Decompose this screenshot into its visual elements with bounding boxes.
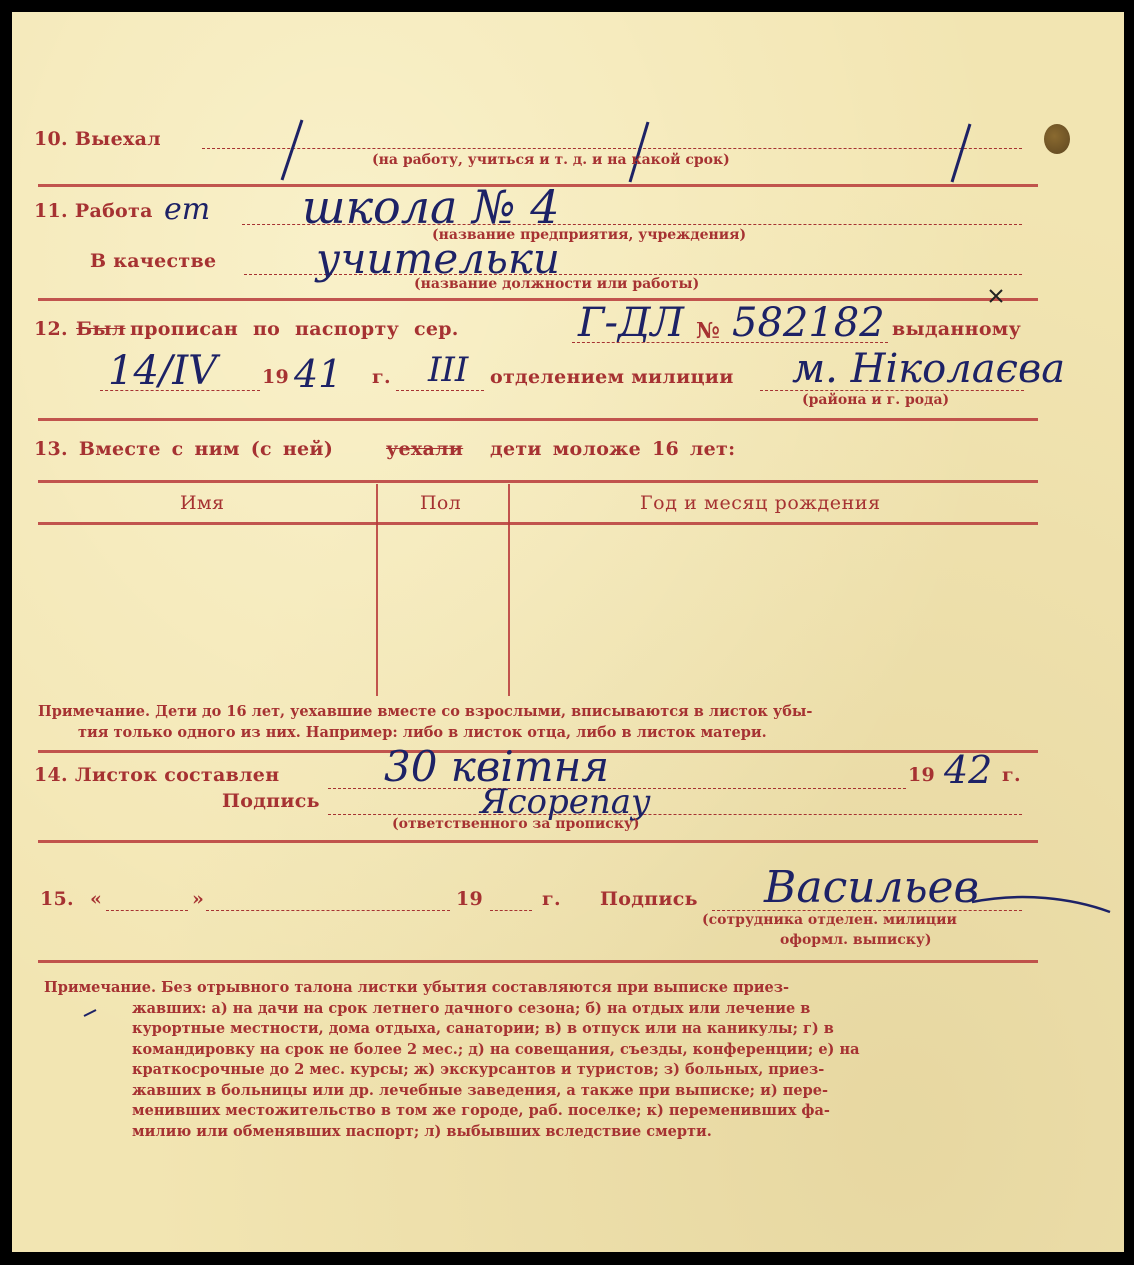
note-exceptions-line-1: Примечание. Без отрывного талона листки убытия составляются при выписке приез- <box>44 979 789 996</box>
compiled-date: 30 квітня <box>384 742 610 791</box>
section-11-label: 11. Работа <box>34 200 153 222</box>
document-sheet <box>12 12 1124 1252</box>
section-15-year-prefix: 19 <box>456 888 484 910</box>
note-exceptions-line-5: краткосрочные до 2 мес. курсы; ж) экскурсантов и туристов; з) больных, приез- <box>132 1061 825 1078</box>
note-children <box>38 702 812 743</box>
section-14-signature-caption: (ответственного за прописку) <box>392 816 640 832</box>
note-exceptions <box>44 978 859 1142</box>
section-14-signature-label: Подпись <box>222 790 320 812</box>
table-divider-2 <box>508 484 510 696</box>
workplace-caption: (название предприятия, учреждения) <box>432 227 747 243</box>
issuing-city: м. Ніколаєва <box>792 346 1066 392</box>
section-15-month-underline <box>206 910 450 911</box>
section-15-signature-label: Подпись <box>600 888 698 910</box>
punch-hole <box>1044 124 1070 154</box>
compiled-year: 42 <box>944 748 993 792</box>
note-exceptions-line-3: курортные местности, дома отдыха, санатории; в) в отпуск или на каникулы; г) в <box>132 1020 834 1037</box>
rule-after-15 <box>38 960 1038 963</box>
section-15-year-underline <box>490 910 532 911</box>
militia-department-number: III <box>428 350 469 390</box>
issue-year-prefix: 19 <box>262 366 290 388</box>
position-caption: (название должности или работы) <box>414 276 700 292</box>
passport-number: 582182 <box>732 300 885 346</box>
city-caption: (района и г. рода) <box>802 392 950 408</box>
table-header-rule <box>38 522 1038 525</box>
section-15-close-quote: » <box>192 888 205 910</box>
column-name-header: Имя <box>180 492 225 514</box>
note-exceptions-line-4: командировку на срок не более 2 мес.; д) на совещания, съезды, конференции; е) на <box>132 1040 860 1058</box>
note-exceptions-line-2: жавших: а) на дачи на срок летнего дачного сезона; б) на отдых или лечение в <box>132 999 811 1017</box>
section-10-underline <box>202 148 1022 149</box>
note-exceptions-line-8: милию или обменявших паспорт; л) выбывших вследствие смерти. <box>132 1122 712 1140</box>
issue-date: 14/IV <box>108 348 218 394</box>
section-10-caption: (на работу, учиться и т. д. и на какой срок) <box>372 152 730 168</box>
section-12-registered-label: прописан по паспорту сер. <box>130 318 459 340</box>
section-12-was-struck: Был <box>76 318 126 340</box>
column-birth-header: Год и месяц рождения <box>640 492 881 514</box>
position-value: учительки <box>316 234 560 283</box>
section-13-label: 13. Вместе с ним (с ней) <box>34 438 334 460</box>
section-13-label-end: дети моложе 16 лет: <box>490 438 736 460</box>
section-14-label: 14. Листок составлен <box>34 764 280 786</box>
section-15-label: 15. <box>40 888 74 910</box>
militia-label: отделением милиции <box>490 366 734 388</box>
section-15-caption-1: (сотрудника отделен. милиции <box>702 912 957 928</box>
rule-after-11 <box>38 298 1038 301</box>
section-13-struck-word: уехали <box>386 438 464 460</box>
table-top-rule <box>38 480 1038 483</box>
section-15-signature: Васильев <box>764 862 980 913</box>
section-15-signature-underline <box>712 910 1022 911</box>
table-divider-1 <box>376 484 378 696</box>
note-children-line-2: тия только одного из них. Например: либо в листок отца, либо в листок матери. <box>78 723 767 741</box>
rule-after-12 <box>38 418 1038 421</box>
compiled-year-suffix: г. <box>1002 764 1021 786</box>
workplace-value: школа № 4 <box>302 180 560 234</box>
issue-year-suffix: г. <box>372 366 391 388</box>
section-11-label-handwritten: ет <box>164 192 211 227</box>
margin-tick-mark <box>12 12 13 13</box>
column-sex-header: Пол <box>420 492 461 514</box>
section-15-caption-2: оформл. выписку) <box>780 932 932 948</box>
note-children-line-1: Примечание. Дети до 16 лет, уехавшие вместе со взрослыми, вписываются в листок убы- <box>38 703 813 720</box>
position-label: В качестве <box>90 250 217 272</box>
issued-label: выданному <box>892 318 1022 340</box>
section-15-day-underline <box>106 910 188 911</box>
section-10-label: 10. Выехал <box>34 128 161 150</box>
department-underline <box>396 390 484 391</box>
passport-underline <box>572 342 888 343</box>
issue-year: 41 <box>294 352 343 396</box>
issue-date-underline <box>100 390 260 391</box>
section-14-signature-underline <box>328 814 1022 815</box>
section-12-number: 12. <box>34 318 68 340</box>
passport-series: Г-ДЛ <box>578 300 684 346</box>
section-15-open-quote: « <box>90 888 103 910</box>
rule-after-14 <box>38 840 1038 843</box>
note-exceptions-line-7: менивших местожительство в том же городе, раб. поселке; к) переменивших фа- <box>132 1102 830 1119</box>
compiled-year-prefix: 19 <box>908 764 936 786</box>
section-15-year-suffix: г. <box>542 888 561 910</box>
note-exceptions-line-6: жавших в больницы или др. лечебные заведения, а также при выписке; и) пере- <box>132 1081 828 1099</box>
passport-number-sign: № <box>696 318 721 344</box>
city-underline <box>760 390 1024 391</box>
section-14-signature: Ясорепау <box>480 782 651 822</box>
